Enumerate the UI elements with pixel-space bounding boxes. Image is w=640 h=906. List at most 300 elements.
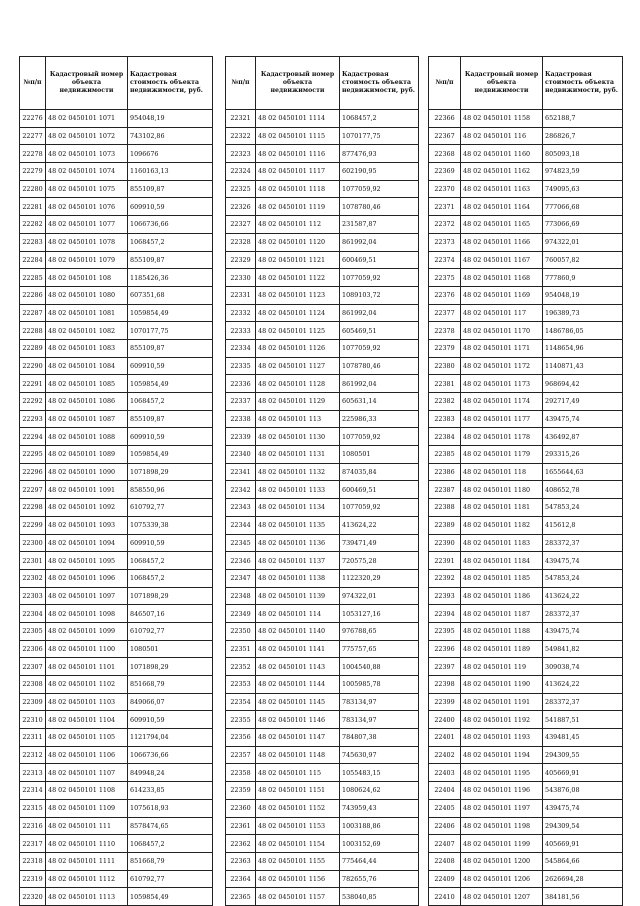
table-row [429, 463, 623, 481]
cadastral-value: 1080501 [128, 640, 213, 658]
table-row [20, 764, 213, 782]
cadastral-number: 48 02 0450101 1112 [46, 870, 128, 888]
row-number: 22334 [226, 339, 256, 357]
row-number: 22382 [429, 393, 461, 411]
row-number: 22321 [226, 110, 256, 128]
table-header [429, 57, 623, 110]
row-number: 22294 [20, 428, 46, 446]
cadastral-number: 48 02 0450101 1094 [46, 534, 128, 552]
table-row [429, 233, 623, 251]
cadastral-value: 775757,65 [340, 640, 419, 658]
cadastral-number: 48 02 0450101 1089 [46, 446, 128, 464]
row-number: 22277 [20, 127, 46, 145]
cadastral-number: 48 02 0450101 1194 [461, 746, 543, 764]
cadastral-number: 48 02 0450101 1103 [46, 693, 128, 711]
cadastral-number: 48 02 0450101 114 [256, 605, 340, 623]
cadastral-number: 48 02 0450101 1139 [256, 587, 340, 605]
row-number: 22330 [226, 269, 256, 287]
table-row [20, 163, 213, 181]
table-row [20, 499, 213, 517]
cadastral-value: 858550,96 [128, 481, 213, 499]
table-row [429, 587, 623, 605]
table-row [429, 799, 623, 817]
row-number: 22279 [20, 163, 46, 181]
cadastral-value: 413624,22 [543, 676, 623, 694]
cadastral-value: 610792,77 [128, 499, 213, 517]
row-number: 22378 [429, 322, 461, 340]
cadastral-value: 405669,91 [543, 764, 623, 782]
table-row [20, 269, 213, 287]
cadastral-number: 48 02 0450101 1095 [46, 552, 128, 570]
cadastral-value: 547853,24 [543, 499, 623, 517]
cadastral-number: 48 02 0450101 1146 [256, 711, 340, 729]
cadastral-number: 48 02 0450101 1184 [461, 552, 543, 570]
table-row [20, 835, 213, 853]
row-number: 22373 [429, 233, 461, 251]
row-number: 22402 [429, 746, 461, 764]
row-number: 22331 [226, 286, 256, 304]
table-row [226, 729, 419, 747]
cadastral-number: 48 02 0450101 1164 [461, 198, 543, 216]
table-row [20, 375, 213, 393]
cadastral-value: 293315,26 [543, 446, 623, 464]
row-number: 22315 [20, 799, 46, 817]
cadastral-number: 48 02 0450101 1200 [461, 852, 543, 870]
table-row [429, 269, 623, 287]
cadastral-number: 48 02 0450101 1090 [46, 463, 128, 481]
cadastral-number: 48 02 0450101 1169 [461, 286, 543, 304]
cadastral-value: 1160163,13 [128, 163, 213, 181]
cadastral-number: 48 02 0450101 1178 [461, 428, 543, 446]
table-row [20, 870, 213, 888]
table-row [20, 711, 213, 729]
cadastral-value: 231587,87 [340, 216, 419, 234]
cadastral-value: 1068457,2 [128, 835, 213, 853]
cadastral-number: 48 02 0450101 1192 [461, 711, 543, 729]
header-cadastral-number: Кадастровый номер объекта недвижимости [461, 57, 543, 110]
cadastral-number: 48 02 0450101 1147 [256, 729, 340, 747]
row-number: 22359 [226, 782, 256, 800]
cadastral-value: 775464,44 [340, 852, 419, 870]
table-row [429, 286, 623, 304]
cadastral-value: 851668,79 [128, 852, 213, 870]
row-number: 22386 [429, 463, 461, 481]
cadastral-value: 877476,93 [340, 145, 419, 163]
table-row [226, 764, 419, 782]
cadastral-number: 48 02 0450101 1110 [46, 835, 128, 853]
row-number: 22384 [429, 428, 461, 446]
cadastral-number: 48 02 0450101 1145 [256, 693, 340, 711]
cadastral-value: 413624,22 [543, 587, 623, 605]
table-row [20, 110, 213, 128]
table-row [226, 852, 419, 870]
cadastral-value: 1066736,66 [128, 746, 213, 764]
row-number: 22351 [226, 640, 256, 658]
table-row [20, 817, 213, 835]
table-row [429, 746, 623, 764]
cadastral-number: 48 02 0450101 1133 [256, 481, 340, 499]
row-number: 22305 [20, 622, 46, 640]
table-row [226, 782, 419, 800]
table-row [429, 375, 623, 393]
cadastral-value: 408652,78 [543, 481, 623, 499]
table-row [226, 145, 419, 163]
cadastral-value: 1059854,49 [128, 304, 213, 322]
table-row [20, 852, 213, 870]
cadastral-value: 745630,97 [340, 746, 419, 764]
table-row [226, 463, 419, 481]
cadastral-number: 48 02 0450101 1078 [46, 233, 128, 251]
cadastral-value: 1486786,05 [543, 322, 623, 340]
cadastral-value: 846507,16 [128, 605, 213, 623]
row-number: 22335 [226, 357, 256, 375]
row-number: 22310 [20, 711, 46, 729]
row-number: 22409 [429, 870, 461, 888]
row-number: 22403 [429, 764, 461, 782]
table-row [429, 428, 623, 446]
row-number: 22405 [429, 799, 461, 817]
row-number: 22328 [226, 233, 256, 251]
table-row [226, 251, 419, 269]
row-number: 22333 [226, 322, 256, 340]
table-row [20, 622, 213, 640]
table-row [429, 888, 623, 906]
cadastral-value: 1059854,49 [128, 375, 213, 393]
cadastral-value: 1077059,92 [340, 428, 419, 446]
cadastral-number: 48 02 0450101 115 [256, 764, 340, 782]
cadastral-value: 855109,87 [128, 251, 213, 269]
cadastral-value: 1075339,38 [128, 516, 213, 534]
cadastral-value: 609910,59 [128, 711, 213, 729]
cadastral-value: 749095,63 [543, 180, 623, 198]
row-number: 22379 [429, 339, 461, 357]
row-number: 22389 [429, 516, 461, 534]
row-number: 22314 [20, 782, 46, 800]
cadastral-number: 48 02 0450101 1106 [46, 746, 128, 764]
cadastral-number: 48 02 0450101 1170 [461, 322, 543, 340]
table-row [226, 658, 419, 676]
table-row [226, 357, 419, 375]
cadastral-value: 600469,51 [340, 251, 419, 269]
table-row [20, 286, 213, 304]
cadastral-number: 48 02 0450101 1118 [256, 180, 340, 198]
table-row [429, 145, 623, 163]
cadastral-number: 48 02 0450101 1160 [461, 145, 543, 163]
row-number: 22316 [20, 817, 46, 835]
cadastral-number: 48 02 0450101 1130 [256, 428, 340, 446]
cadastral-value: 439475,74 [543, 622, 623, 640]
cadastral-number: 48 02 0450101 1107 [46, 764, 128, 782]
cadastral-number: 48 02 0450101 1136 [256, 534, 340, 552]
cadastral-value: 974322,01 [340, 587, 419, 605]
row-number: 22276 [20, 110, 46, 128]
table-row [20, 446, 213, 464]
cadastral-value: 609910,59 [128, 534, 213, 552]
cadastral-number: 48 02 0450101 1156 [256, 870, 340, 888]
table-row [20, 534, 213, 552]
cadastral-value: 954048,19 [543, 286, 623, 304]
cadastral-value: 974322,01 [543, 233, 623, 251]
cadastral-value: 652188,7 [543, 110, 623, 128]
cadastral-number: 48 02 0450101 1085 [46, 375, 128, 393]
registry-table-2 [225, 56, 419, 906]
row-number: 22410 [429, 888, 461, 906]
cadastral-number: 48 02 0450101 1189 [461, 640, 543, 658]
table-row [429, 410, 623, 428]
row-number: 22318 [20, 852, 46, 870]
cadastral-number: 48 02 0450101 1091 [46, 481, 128, 499]
cadastral-number: 48 02 0450101 1071 [46, 110, 128, 128]
cadastral-number: 48 02 0450101 1099 [46, 622, 128, 640]
cadastral-value: 614233,85 [128, 782, 213, 800]
row-number: 22323 [226, 145, 256, 163]
cadastral-value: 1059854,49 [128, 446, 213, 464]
cadastral-number: 48 02 0450101 1072 [46, 127, 128, 145]
cadastral-value: 1068457,2 [128, 552, 213, 570]
table-row [226, 746, 419, 764]
cadastral-value: 225986,33 [340, 410, 419, 428]
row-number: 22299 [20, 516, 46, 534]
cadastral-value: 1070177,75 [340, 127, 419, 145]
cadastral-number: 48 02 0450101 1195 [461, 764, 543, 782]
cadastral-value: 1005985,78 [340, 676, 419, 694]
row-number: 22340 [226, 446, 256, 464]
row-number: 22319 [20, 870, 46, 888]
cadastral-number: 48 02 0450101 1196 [461, 782, 543, 800]
table-row [226, 605, 419, 623]
table-row [226, 446, 419, 464]
table-row [226, 676, 419, 694]
cadastral-value: 1068457,2 [128, 569, 213, 587]
table-body [20, 110, 213, 906]
cadastral-value: 1122320,29 [340, 569, 419, 587]
cadastral-value: 849066,07 [128, 693, 213, 711]
table-row [429, 339, 623, 357]
registry-table-3 [428, 56, 623, 906]
cadastral-value: 1075618,93 [128, 799, 213, 817]
table-row [20, 339, 213, 357]
table-row [226, 569, 419, 587]
row-number: 22292 [20, 393, 46, 411]
cadastral-number: 48 02 0450101 108 [46, 269, 128, 287]
cadastral-number: 48 02 0450101 1127 [256, 357, 340, 375]
cadastral-number: 48 02 0450101 1100 [46, 640, 128, 658]
row-number: 22298 [20, 499, 46, 517]
table-row [429, 304, 623, 322]
table-row [20, 782, 213, 800]
cadastral-number: 48 02 0450101 1075 [46, 180, 128, 198]
row-number: 22341 [226, 463, 256, 481]
cadastral-number: 48 02 0450101 1083 [46, 339, 128, 357]
cadastral-number: 48 02 0450101 1105 [46, 729, 128, 747]
row-number: 22408 [429, 852, 461, 870]
table-row [429, 711, 623, 729]
row-number: 22350 [226, 622, 256, 640]
cadastral-number: 48 02 0450101 1166 [461, 233, 543, 251]
table-row [20, 428, 213, 446]
cadastral-number: 48 02 0450101 1206 [461, 870, 543, 888]
row-number: 22327 [226, 216, 256, 234]
cadastral-number: 48 02 0450101 1137 [256, 552, 340, 570]
cadastral-number: 48 02 0450101 1148 [256, 746, 340, 764]
table-row [429, 499, 623, 517]
row-number: 22369 [429, 163, 461, 181]
row-number: 22372 [429, 216, 461, 234]
row-number: 22326 [226, 198, 256, 216]
row-number: 22308 [20, 676, 46, 694]
cadastral-value: 283372,37 [543, 605, 623, 623]
table-row [20, 463, 213, 481]
row-number: 22345 [226, 534, 256, 552]
cadastral-value: 773066,69 [543, 216, 623, 234]
row-number: 22348 [226, 587, 256, 605]
row-number: 22365 [226, 888, 256, 906]
cadastral-number: 48 02 0450101 1116 [256, 145, 340, 163]
table-row [226, 587, 419, 605]
header-cadastral-value: Кадастровая стоимость объекта недвижимости, руб. [543, 57, 623, 110]
cadastral-number: 48 02 0450101 1140 [256, 622, 340, 640]
header-cadastral-value: Кадастровая стоимость объекта недвижимости, руб. [128, 57, 213, 110]
cadastral-value: 805093,18 [543, 145, 623, 163]
cadastral-value: 309038,74 [543, 658, 623, 676]
cadastral-value: 1077059,92 [340, 339, 419, 357]
cadastral-value: 782655,76 [340, 870, 419, 888]
table-row [429, 516, 623, 534]
cadastral-value: 1185426,36 [128, 269, 213, 287]
table-row [429, 870, 623, 888]
cadastral-number: 48 02 0450101 1126 [256, 339, 340, 357]
cadastral-value: 777860,9 [543, 269, 623, 287]
cadastral-value: 1053127,16 [340, 605, 419, 623]
table-row [429, 817, 623, 835]
cadastral-number: 48 02 0450101 1188 [461, 622, 543, 640]
cadastral-value: 739471,49 [340, 534, 419, 552]
cadastral-value: 861992,04 [340, 304, 419, 322]
cadastral-value: 777066,68 [543, 198, 623, 216]
row-number: 22303 [20, 587, 46, 605]
cadastral-value: 976788,65 [340, 622, 419, 640]
table-row [226, 286, 419, 304]
cadastral-number: 48 02 0450101 1179 [461, 446, 543, 464]
table-row [429, 357, 623, 375]
cadastral-number: 48 02 0450101 1180 [461, 481, 543, 499]
cadastral-value: 605469,51 [340, 322, 419, 340]
table-row [429, 216, 623, 234]
row-number: 22392 [429, 569, 461, 587]
row-number: 22301 [20, 552, 46, 570]
cadastral-value: 1066736,66 [128, 216, 213, 234]
row-number: 22278 [20, 145, 46, 163]
cadastral-value: 292717,49 [543, 393, 623, 411]
row-number: 22289 [20, 339, 46, 357]
table-row [226, 516, 419, 534]
table-row [226, 622, 419, 640]
cadastral-number: 48 02 0450101 1104 [46, 711, 128, 729]
row-number: 22355 [226, 711, 256, 729]
cadastral-value: 861992,04 [340, 375, 419, 393]
cadastral-value: 855109,87 [128, 339, 213, 357]
table-row [20, 304, 213, 322]
row-number: 22376 [429, 286, 461, 304]
table-body [429, 110, 623, 906]
row-number: 22312 [20, 746, 46, 764]
cadastral-number: 48 02 0450101 1101 [46, 658, 128, 676]
table-row [20, 640, 213, 658]
row-number: 22399 [429, 693, 461, 711]
row-number: 22395 [429, 622, 461, 640]
cadastral-value: 602190,95 [340, 163, 419, 181]
table-row [429, 127, 623, 145]
cadastral-number: 48 02 0450101 1102 [46, 676, 128, 694]
row-number: 22396 [429, 640, 461, 658]
cadastral-number: 48 02 0450101 1174 [461, 393, 543, 411]
row-number: 22288 [20, 322, 46, 340]
cadastral-value: 609910,59 [128, 428, 213, 446]
table-row [429, 764, 623, 782]
row-number: 22324 [226, 163, 256, 181]
table-row [226, 499, 419, 517]
cadastral-number: 48 02 0450101 1167 [461, 251, 543, 269]
table-row [429, 569, 623, 587]
table-row [429, 534, 623, 552]
row-number: 22385 [429, 446, 461, 464]
row-number: 22380 [429, 357, 461, 375]
row-number: 22304 [20, 605, 46, 623]
table-row [20, 658, 213, 676]
cadastral-number: 48 02 0450101 1163 [461, 180, 543, 198]
table-row [226, 127, 419, 145]
row-number: 22407 [429, 835, 461, 853]
row-number: 22300 [20, 534, 46, 552]
row-number: 22336 [226, 375, 256, 393]
row-number: 22280 [20, 180, 46, 198]
cadastral-value: 405669,91 [543, 835, 623, 853]
cadastral-number: 48 02 0450101 1168 [461, 269, 543, 287]
row-number: 22307 [20, 658, 46, 676]
row-number: 22320 [20, 888, 46, 906]
cadastral-value: 384181,56 [543, 888, 623, 906]
cadastral-value: 413624,22 [340, 516, 419, 534]
cadastral-value: 609910,59 [128, 357, 213, 375]
row-number: 22284 [20, 251, 46, 269]
table-row [20, 481, 213, 499]
table-row [226, 198, 419, 216]
cadastral-value: 439475,74 [543, 799, 623, 817]
row-number: 22309 [20, 693, 46, 711]
cadastral-number: 48 02 0450101 116 [461, 127, 543, 145]
cadastral-value: 855109,87 [128, 180, 213, 198]
row-number: 22302 [20, 569, 46, 587]
row-number: 22286 [20, 286, 46, 304]
row-number: 22387 [429, 481, 461, 499]
row-number: 22375 [429, 269, 461, 287]
row-number: 22390 [429, 534, 461, 552]
cadastral-value: 439475,74 [543, 552, 623, 570]
cadastral-value: 439475,74 [543, 410, 623, 428]
table-row [20, 587, 213, 605]
cadastral-number: 48 02 0450101 1171 [461, 339, 543, 357]
table-row [429, 676, 623, 694]
row-number: 22353 [226, 676, 256, 694]
cadastral-value: 851668,79 [128, 676, 213, 694]
cadastral-number: 48 02 0450101 1131 [256, 446, 340, 464]
row-number: 22397 [429, 658, 461, 676]
table-row [226, 233, 419, 251]
cadastral-value: 1071898,29 [128, 463, 213, 481]
row-number: 22329 [226, 251, 256, 269]
table-row [226, 711, 419, 729]
row-number: 22398 [429, 676, 461, 694]
